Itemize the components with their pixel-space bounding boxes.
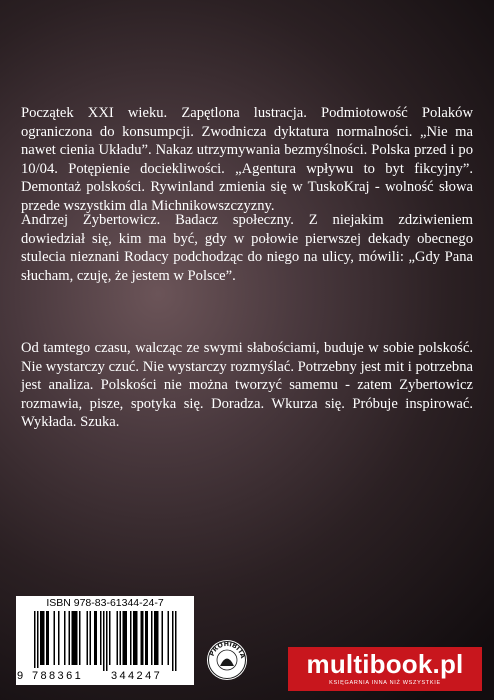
barcode-bar (151, 611, 153, 665)
barcode-bar (46, 611, 49, 665)
barcode-bar (117, 611, 119, 665)
blurb-paragraph-2 (21, 211, 473, 285)
barcode-bar (87, 611, 89, 665)
blurb-paragraph-1 (21, 104, 473, 215)
barcode-bar (141, 611, 144, 665)
barcode-digits-left: 788361 (32, 670, 84, 682)
bookstore-name: multibook.pl (306, 649, 464, 679)
barcode-digits (16, 668, 194, 684)
barcode-bar (133, 611, 138, 665)
barcode-bar (40, 611, 45, 665)
barcode-bar (69, 611, 71, 665)
barcode-bar (72, 611, 78, 665)
blurb-paragraph-3-text: Od tamtego czasu, walcząc ze swymi słabościami, buduje w sobie polskość. Nie wystarczy czuć. Nie wystarczy rozmyślać. Potrzebny jest mit i potrzebna jest analiza. Polskości nie można tworzyć samemu - zatem Zybertowicz rozmawia, pisze, spotyka się. Doradza. Wkurza się. Próbuje inspirować. Wykłada. Szuka. (21, 340, 473, 430)
isbn-barcode-panel (16, 596, 194, 685)
barcode-bar (162, 611, 164, 665)
blurb-paragraph-1-text: Początek XXI wieku. Zapętlona lustracja. Podmiotowość Polaków ograniczona do konsumpcji. Zwodnicza dyktatura normalności. „Nie ma nawet cienia Układu”. Nakaz utrzymywania bezmyślności. Polska przed i po 10/04. Potępienie dociekliwości. „Agentura wpływu to byt fikcyjny”. Demontaż polskości. Rywinland zmienia się w TuskoKraj - wolność słowa przede wszystkim dla Michnikowszczyzny. (21, 105, 473, 214)
barcode-bar (37, 611, 39, 671)
barcode-bar (103, 611, 105, 671)
barcode-bar (154, 611, 159, 665)
bookstore-tagline: KSIĘGARNIA INNA NIŻ WSZYSTKIE (329, 680, 441, 686)
barcode-bar (106, 611, 108, 671)
barcode-bar (94, 611, 97, 665)
barcode-bar (168, 611, 170, 665)
barcode-digit-first: 9 (17, 670, 24, 682)
isbn-label: ISBN 978-83-61344-24-7 (46, 597, 164, 609)
barcode-bar (172, 611, 174, 671)
blurb-paragraph-2-text: Andrzej Zybertowicz. Badacz społeczny. Z niejakim zdziwieniem dowiedział się, kim ma być, gdy w połowie pierwszej dekady obecnego stulecia nieznani Rodacy podchodząc do niego na ulicy, mówili: „Gdy Pana słucham, czuję, że jestem w Polsce”. (21, 212, 473, 284)
barcode-bar (100, 611, 102, 665)
barcode-image (22, 611, 190, 671)
blurb-paragraph-3 (21, 339, 473, 432)
barcode-bar (64, 611, 66, 665)
barcode-bar (54, 611, 56, 665)
barcode-bar (175, 611, 177, 671)
barcode-bar (145, 611, 148, 665)
barcode-bar (90, 611, 92, 665)
prohibita-seal-logo (206, 639, 248, 681)
seal-text: PROHIBITA (207, 639, 247, 660)
multibook-logo (288, 647, 482, 691)
barcode-bar (109, 611, 111, 665)
barcode-bar (58, 611, 60, 665)
barcode-digits-right: 344247 (111, 670, 163, 682)
barcode-bar (130, 611, 132, 665)
barcode-bar (123, 611, 128, 665)
barcode-bar (79, 611, 81, 665)
barcode-bar (34, 611, 36, 671)
barcode-bar (120, 611, 122, 665)
